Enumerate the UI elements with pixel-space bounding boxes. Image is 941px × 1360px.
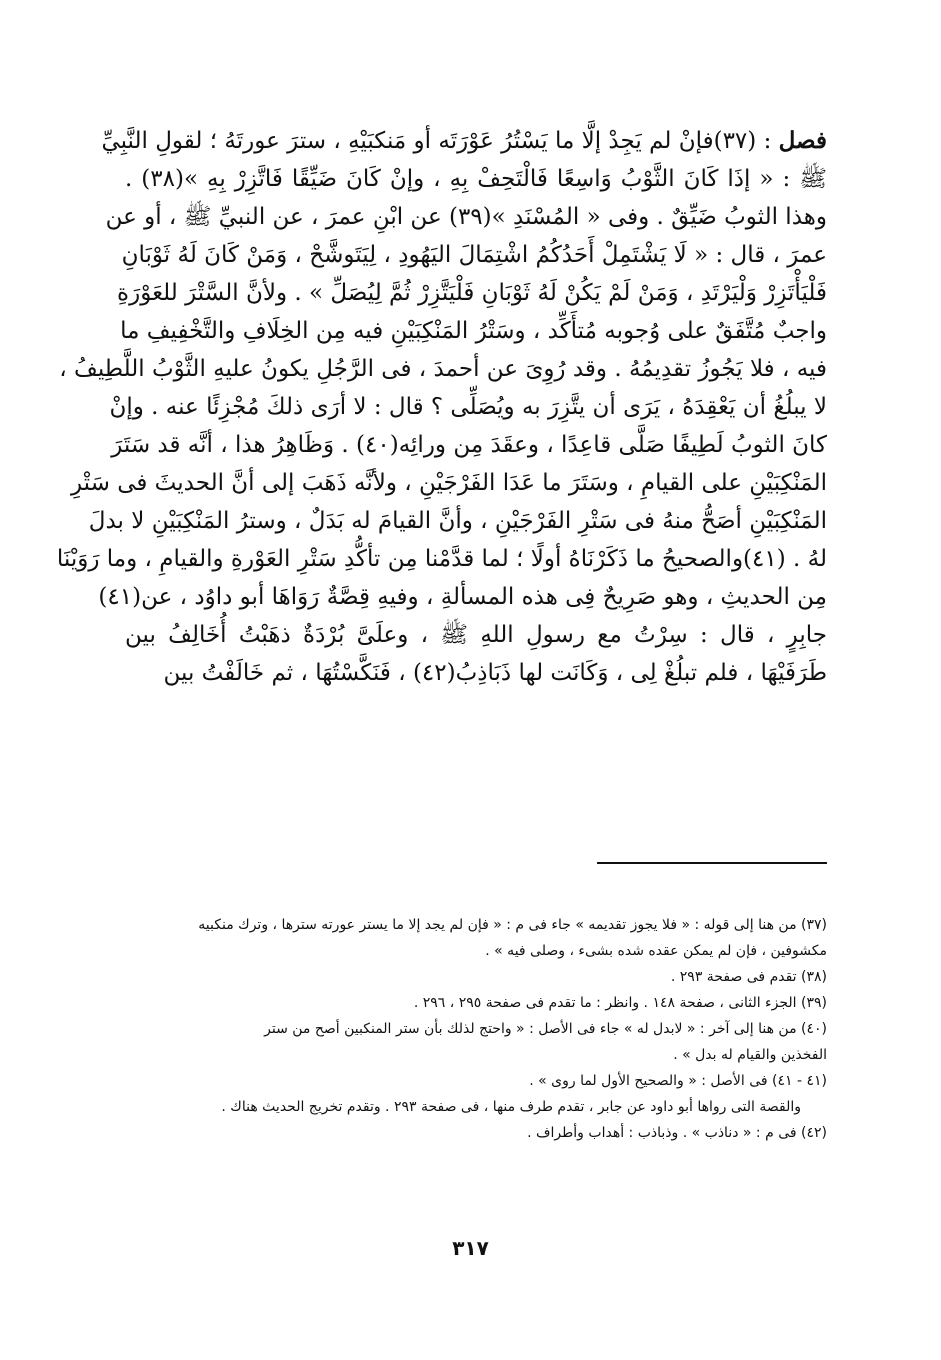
text-line: واجبٌ مُتَّفَقٌ على وُجوبه مُتأَكِّد ، وسَتْرُ المَنْكِبَيْنِ فيه مِن الخِلَافِ والتَّخْفِيفِ ما <box>120 318 827 344</box>
footnote-line: (٣٧) من هنا إلى قوله : « فلا يجوز تقديمه » جاء فى م : « فإن لم يجد إلا ما يستر عورته سترها ، وترك منكبيه <box>198 917 827 933</box>
text-line: لهُ . (٤١)والصحيحُ ما ذَكَرْنَاهُ أولًا ؛ لما قدَّمْنا مِن تأكُّدِ سَتْرِ العَوْرةِ والقيامِ ، وما رَوَيْنَا <box>56 546 827 572</box>
text-line: جابِرٍ ، قال : سِرْتُ مع رسولِ اللهِ ﷺ ، وعلَىَّ بُرْدَةٌ ذهَبْتُ أُخَالِفُ بين <box>125 622 827 648</box>
text-line <box>101 122 827 160</box>
text-line: فَلْيَأْتَزِرْ وَلْيَرْتَدِ ، وَمَنْ لَمْ يَكُنْ لَهُ ثَوْبَانِ فَلْيَتَّزِرْ ثُمَّ لِيُصَلِّ » . ولأنَّ السَّتْرَ للعَوْرَةِ <box>117 280 827 306</box>
footnote-line: (٤٢) فى م : « دناذب » . وذباذب : أهداب وأطراف . <box>527 1125 827 1141</box>
footnote-line: (٤٠) من هنا إلى آخر : « لابدل له » جاء فى الأصل : « واحتج لذلك بأن ستر المنكبين أصح من ستر <box>264 1021 827 1037</box>
footnote-line: (٣٩) الجزء الثانى ، صفحة ١٤٨ . وانظر : ما تقدم فى صفحة ٢٩٥ ، ٢٩٦ . <box>413 995 827 1011</box>
text-line: ﷺ : « إذَا كَانَ الثَّوْبُ وَاسِعًا فَالْتَحِفْ بِهِ ، وإنْ كَانَ ضَيِّقًا فَاتَّزِرْ بِهِ »(٣٨) . <box>125 166 827 192</box>
footnote-line: مكشوفين ، فإن لم يمكن عقده شده بشىء ، وصلى فيه » . <box>485 943 827 959</box>
footnote-line: (٣٨) تقدم فى صفحة ٢٩٣ . <box>670 969 827 985</box>
text-line: لا يبلُغُ أن يَعْقِدَهُ ، يَرَى أن يتَّزِرَ به ويُصَلِّى ؟ قال : لا أرَى ذلكَ مُجْزِئًا عنه . وإنْ <box>109 394 827 420</box>
text-line: فيه ، فلا يَجُوزُ تقدِيمُهُ . وقد رُوِىَ عن أحمدَ ، فى الرَّجُلِ يكونُ عليهِ الثَّوْبُ اللَّطِيفُ ، <box>59 356 827 382</box>
text-line: كانَ الثوبُ لَطِيفًا صَلَّى قاعِدًا ، وعقَدَ مِن ورائِه(٤٠) . وَظَاهِرُ هذا ، أنَّه قد سَتَرَ <box>111 432 827 458</box>
text-line: المَنْكِبَيْنِ على القيامِ ، وسَتَرَ ما عَدَا الفَرْجَيْنِ ، ولأنَّه ذَهَبَ إلى أنَّ الحديثَ فى سَتْرِ <box>70 470 827 496</box>
text-line: عمرَ ، قال : « لَا يَشْتَمِلْ أَحَدُكُمُ اشْتِمَالَ اليَهُودِ ، لِيَتَوشَّحْ ، وَمَنْ كَانَ لَهُ ثَوْبَانِ <box>121 242 827 268</box>
footnote-line: (٤١ - ٤١) فى الأصل : « والصحيح الأول لما روى » . <box>529 1073 827 1089</box>
footnote-line: الفخذين والقيام له بدل » . <box>673 1047 827 1063</box>
text-line: طَرَفَيْهَا ، فلم تبلُغْ لِى ، وَكَانَت لها ذَبَاذِبُ(٤٢) ، فَنَكَّسْتُهَا ، ثم خَالَفْتُ بين <box>163 660 827 686</box>
text-line: مِن الحديثِ ، وهو صَرِيحٌ فِى هذه المسألةِ ، وفيهِ قِصَّةٌ رَوَاهَا أبو داوُد ، عن(٤١) <box>98 584 827 610</box>
footnote-separator <box>597 862 827 864</box>
line-text: : (٣٧)فإنْ لم يَجِدْ إلَّا ما يَسْتُرُ عَوْرَتَه أو مَنكبَيْهِ ، سترَ عورتَهُ ؛ لقولِ النَّبِيِّ <box>101 128 772 154</box>
text-line: المَنْكِبَيْنِ أصَحُّ منهُ فى سَتْرِ الفَرْجَيْنِ ، وأنَّ القيامَ له بَدَلٌ ، وسترُ المَنْكِبَيْنِ لا بدلَ <box>88 508 827 534</box>
section-heading: فصل <box>778 127 827 154</box>
main-text <box>56 122 827 692</box>
footnotes <box>125 912 827 1146</box>
text-line: وهذا الثوبُ ضَيِّقٌ . وفى « المُسْنَدِ »(٣٩) عن ابْنِ عمرَ ، عن النبيِّ ﷺ ، أو عن <box>105 204 827 230</box>
footnote-line: والقصة التى رواها أبو داود عن جابر ، تقدم طرف منها ، فى صفحة ٢٩٣ . وتقدم تخريج الحديث هناك . <box>221 1099 801 1115</box>
page-number: ٣١٧ <box>452 1236 489 1260</box>
